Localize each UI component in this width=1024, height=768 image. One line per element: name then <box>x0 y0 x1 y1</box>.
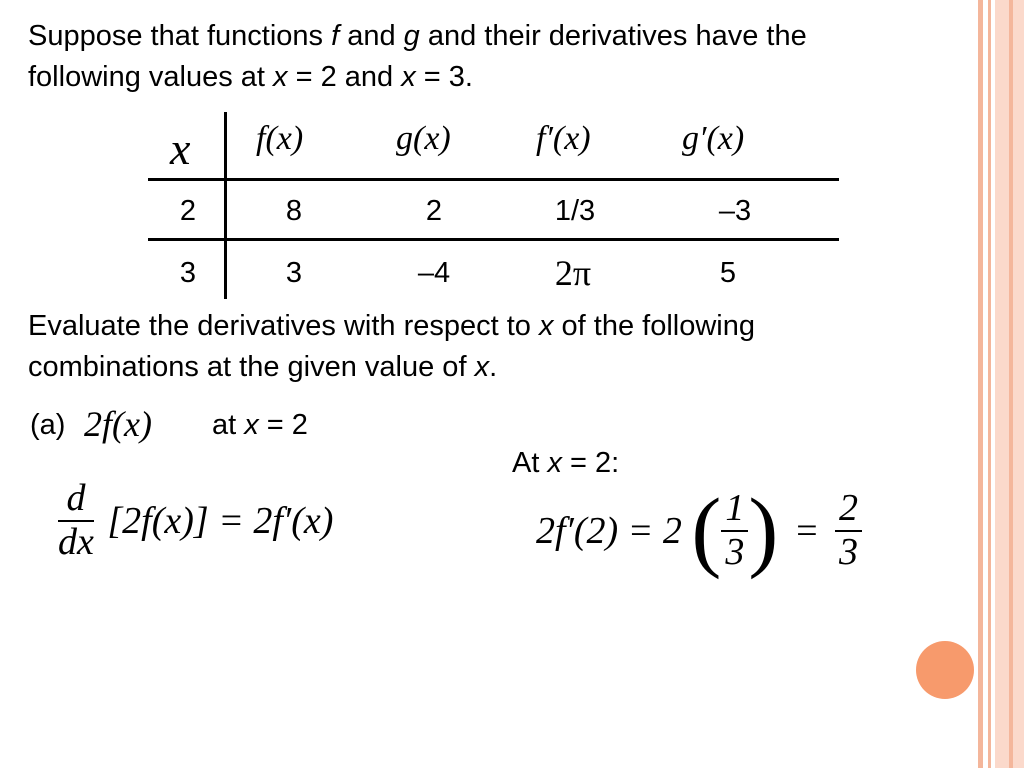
fraction-denominator: dx <box>58 520 94 563</box>
decor-circle <box>916 641 974 699</box>
intro-text: Suppose that functions <box>28 20 332 52</box>
decor-stripe <box>988 0 991 768</box>
intro-text: and their derivatives have the <box>419 20 807 52</box>
part-a-condition <box>212 405 308 446</box>
fraction-denominator: 3 <box>838 531 858 573</box>
intro-line-1 <box>28 16 807 57</box>
intro-text: and <box>339 20 404 52</box>
var-x: x <box>401 61 416 93</box>
table-header-x: x <box>170 123 191 174</box>
instructions-line-2 <box>28 347 497 388</box>
var-x: x <box>273 61 288 93</box>
var-x: x <box>538 310 554 342</box>
intro-text: = 3. <box>415 61 473 93</box>
derivative-rhs: = 2f′(x) <box>218 499 334 542</box>
part-a-expression: 2f(x) <box>84 404 152 444</box>
fraction-numerator: d <box>58 478 94 522</box>
evaluation-lhs: 2f′(2) = 2 <box>536 510 682 552</box>
d-dx-fraction <box>58 478 94 564</box>
instructions-line-1 <box>28 306 755 347</box>
evaluation-equation <box>536 481 862 580</box>
decor-stripe <box>1009 0 1013 768</box>
var-x: x <box>474 351 490 383</box>
one-third-fraction <box>721 488 748 574</box>
at-x-label <box>512 443 619 484</box>
at-text: At <box>512 447 548 479</box>
result-fraction <box>835 488 862 574</box>
part-a-text: = 2 <box>258 409 308 441</box>
var-f: f <box>331 20 340 52</box>
table-cell: 5 <box>719 257 737 289</box>
table-header-fprime-x: f′(x) <box>536 120 591 157</box>
table-cell: 2 <box>425 195 443 227</box>
derivative-equation <box>58 478 333 564</box>
table-cell: –4 <box>417 257 451 289</box>
instructions-text: Evaluate the derivatives with respect to <box>28 310 539 342</box>
fraction-numerator: 2 <box>835 488 862 532</box>
intro-line-2 <box>28 57 473 98</box>
instructions-text: . <box>489 351 498 383</box>
table-cell: 3 <box>179 257 197 289</box>
table-cell-2pi: 2π <box>554 253 592 293</box>
table-cell: 1/3 <box>554 195 596 227</box>
table-header-fx: f(x) <box>256 120 304 157</box>
table-cell: 3 <box>285 257 303 289</box>
table-header-gx: g(x) <box>396 120 451 157</box>
intro-text: = 2 and <box>287 61 402 93</box>
table-header-gprime-x: g′(x) <box>682 120 745 157</box>
part-a-text: at <box>212 409 245 441</box>
table-divider-horizontal <box>148 178 839 181</box>
table-divider-horizontal <box>148 238 839 241</box>
equals-sign: = <box>793 510 820 552</box>
intro-text: following values at <box>28 61 274 93</box>
table-cell: –3 <box>718 195 752 227</box>
var-g: g <box>403 20 420 52</box>
part-a-label: (a) <box>30 409 66 441</box>
instructions-text: combinations at the given value of <box>28 351 475 383</box>
open-paren: ( <box>691 481 722 580</box>
table-cell: 2 <box>179 195 197 227</box>
close-paren: ) <box>748 481 779 580</box>
fraction-denominator: 3 <box>725 531 745 573</box>
decor-stripe <box>978 0 983 768</box>
var-x: x <box>244 409 259 441</box>
derivative-lhs: [2f(x)] <box>107 499 209 542</box>
fraction-numerator: 1 <box>721 488 748 532</box>
instructions-text: of the following <box>553 310 755 342</box>
table-cell: 8 <box>285 195 303 227</box>
at-text: = 2: <box>561 447 620 479</box>
var-x: x <box>547 447 562 479</box>
